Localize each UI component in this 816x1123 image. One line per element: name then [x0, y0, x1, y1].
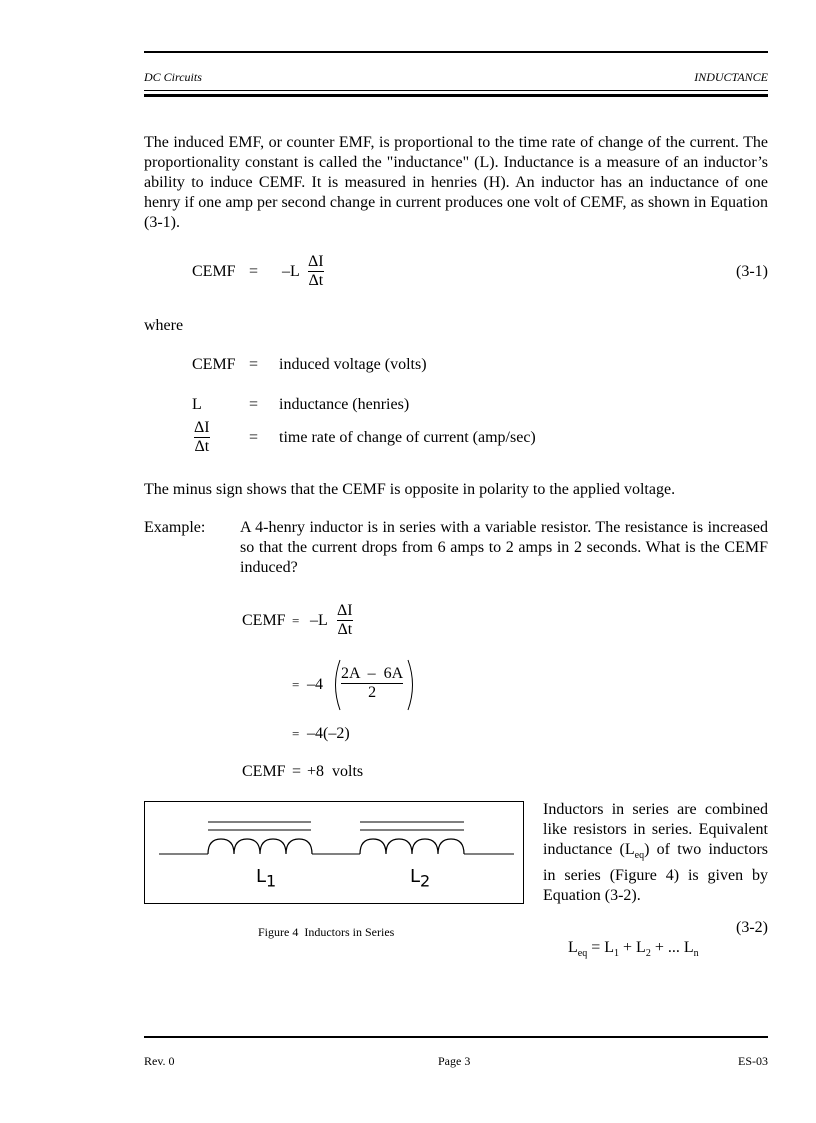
- ex-line2-coef: –4: [307, 676, 323, 693]
- ex-line2-numerator: 2A – 6A: [341, 665, 404, 682]
- eq2-label: (3-2): [736, 919, 768, 936]
- series-text-part1: Inductors in series are combined like resistors in series. Equivalent inductance (L: [543, 801, 768, 858]
- def-rate-equals: =: [249, 429, 259, 446]
- right-paren: [406, 659, 418, 711]
- eq1-fraction: [308, 253, 324, 290]
- ex-line1-lhs: CEMF: [242, 612, 286, 629]
- def-l-equals: =: [249, 396, 259, 413]
- ex-line2-equals: =: [292, 677, 300, 692]
- footer-center: Page 3: [438, 1054, 471, 1068]
- eq1-equals: =: [249, 263, 259, 280]
- def-l-desc: inductance (henries): [279, 396, 410, 413]
- ex-line4-lhs: CEMF: [242, 763, 286, 780]
- example-label: Example:: [144, 519, 206, 536]
- ex-line3-expr: –4(–2): [307, 725, 350, 742]
- eq2-sub2: 2: [645, 948, 651, 960]
- equation-3-2: [560, 918, 699, 964]
- def-rate-numerator: ΔI: [194, 419, 210, 436]
- ex-line2-fraction: [341, 665, 403, 702]
- header-rule-thick: [144, 94, 768, 97]
- eq2-subn: n: [693, 948, 699, 960]
- footer-right: ES-03: [738, 1054, 768, 1068]
- coil-l1: [208, 839, 312, 854]
- ex-line2-denominator: 2: [368, 684, 377, 701]
- header-left: DC Circuits: [144, 70, 202, 84]
- eq1-numerator: ΔI: [308, 253, 324, 270]
- eq1-coef: –L: [282, 263, 300, 280]
- example-text: A 4-henry inductor is in series with a variable resistor. The resistance is increased so that the current drops from 6 amps to 2 amps in 2 seconds. What is the CEMF induced?: [240, 519, 768, 576]
- ex-line4-expr: +8 volts: [307, 763, 364, 780]
- minus-sign-note: The minus sign shows that the CEMF is opposite in polarity to the applied voltage.: [144, 481, 676, 498]
- where-label: where: [144, 317, 184, 334]
- ex-line1-numerator: ΔI: [337, 602, 353, 619]
- coil-l2: [360, 839, 464, 854]
- header-right: INDUCTANCE: [694, 70, 768, 84]
- eq2-l: L: [568, 939, 578, 956]
- eq2-rhs2: + L: [619, 939, 646, 956]
- def-rate-denominator: Δt: [194, 438, 210, 455]
- series-text-part2: ) of two inductors in series (Figure 4) is given by Equation (3-2).: [543, 841, 768, 905]
- figure-4-box: [144, 801, 524, 904]
- intro-paragraph: The induced EMF, or counter EMF, is proportional to the time rate of change of the current. The proportionality constant is called the "inductance" (L). Inductance is a measure of an inductor’s ability to induce CEMF. It is measured in henries (H). An inductor has an inductance of one henry if one amp per second change in current produces one volt of CEMF, as shown in Equation (3-1).: [144, 134, 768, 231]
- inductor-label-l1: [256, 866, 276, 891]
- series-paragraph: [543, 800, 768, 906]
- eq1-denominator: Δt: [308, 272, 324, 289]
- inductor-label-l2: [410, 866, 430, 891]
- ex-line4-equals: =: [292, 763, 302, 780]
- eq2-sub1: 1: [614, 948, 620, 960]
- def-l-symbol: L: [192, 396, 202, 413]
- def-rate-desc: time rate of change of current (amp/sec): [279, 429, 536, 446]
- l2-letter: L: [410, 866, 421, 887]
- eq1-label: (3-1): [736, 263, 768, 280]
- eq2-rhs3: + ... L: [650, 939, 694, 956]
- ex-line1-coef: –L: [310, 612, 328, 629]
- eq1-lhs: CEMF: [192, 263, 236, 280]
- footer-left: Rev. 0: [144, 1054, 175, 1068]
- header-rule-thin: [144, 90, 768, 91]
- footer-rule: [144, 1036, 768, 1038]
- def-rate-fraction: [194, 419, 210, 456]
- l2-subscript: 2: [420, 871, 431, 891]
- l1-subscript: 1: [266, 871, 277, 891]
- ex-line1-fraction: [337, 602, 353, 639]
- l1-letter: L: [256, 866, 267, 887]
- inductors-series-diagram: [145, 802, 523, 903]
- eq2-rhs1: = L: [587, 939, 615, 956]
- ex-line3-equals: =: [292, 726, 300, 741]
- def-cemf-desc: induced voltage (volts): [279, 356, 427, 373]
- ex-line1-denominator: Δt: [337, 621, 353, 638]
- def-cemf-equals: =: [249, 356, 259, 373]
- header-top-rule: [144, 51, 768, 53]
- eq2-sub-eq: eq: [577, 948, 588, 960]
- series-text-subscript: eq: [634, 850, 645, 862]
- ex-line1-equals: =: [292, 613, 300, 628]
- def-cemf-symbol: CEMF: [192, 356, 236, 373]
- figure-caption: Figure 4 Inductors in Series: [258, 925, 395, 939]
